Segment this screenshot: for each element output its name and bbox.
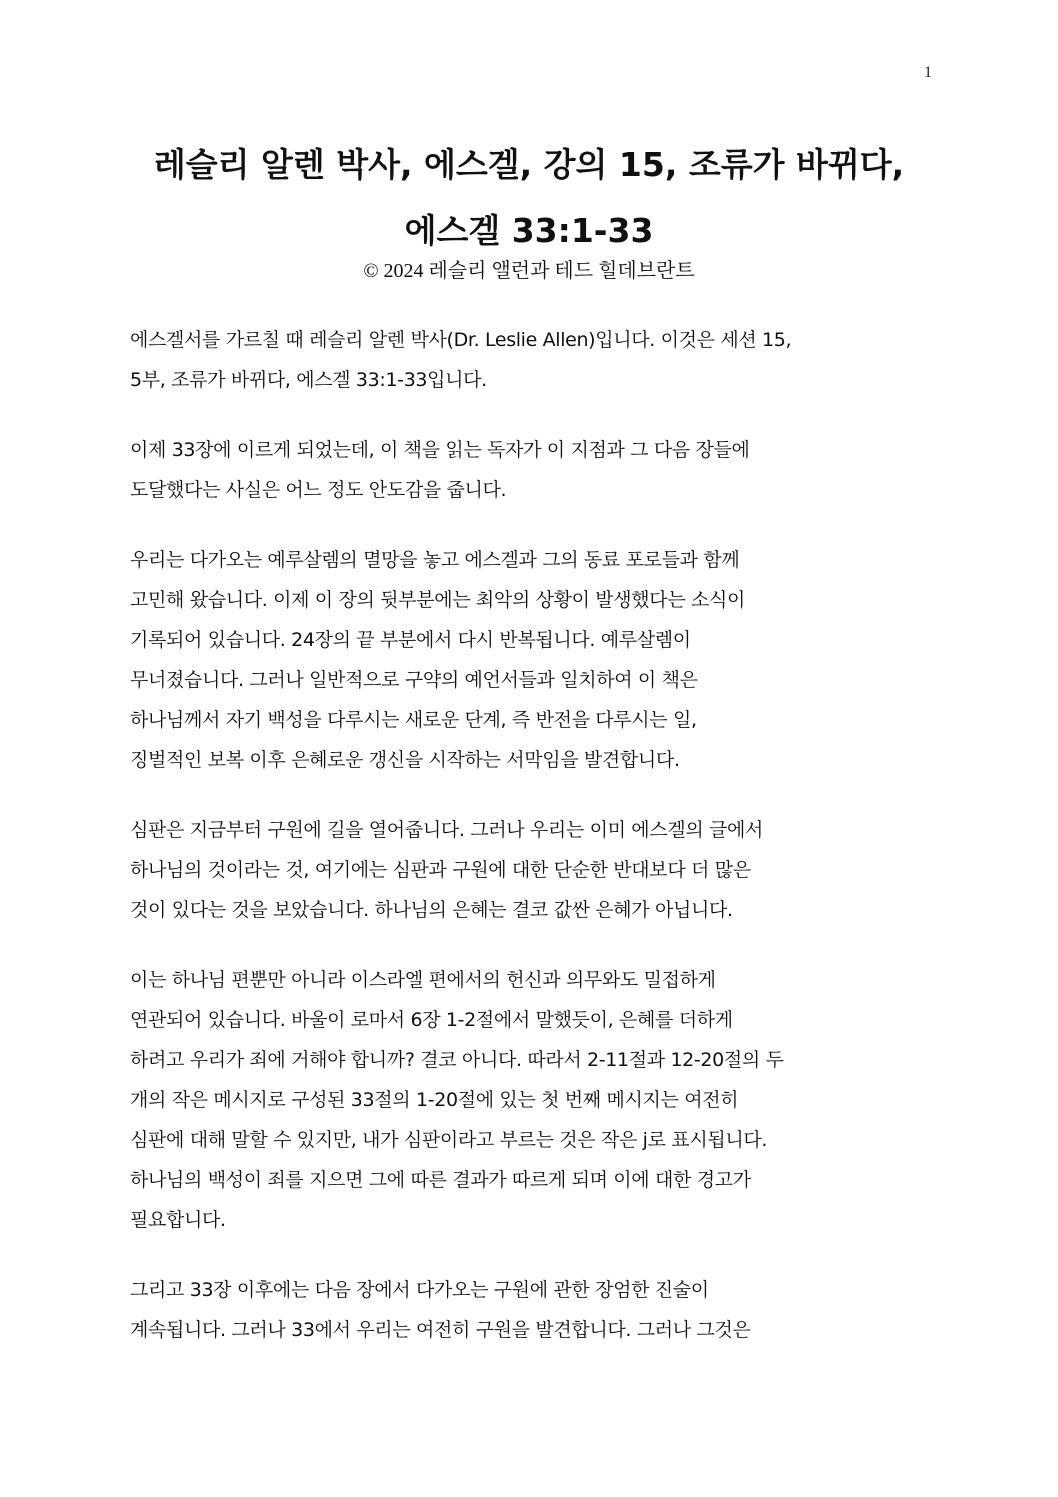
text-line: 이제 33장에 이르게 되었는데, 이 책을 읽는 독자가 이 지점과 그 다음 장들에 [130, 439, 750, 461]
text-line: 5부, 조류가 바뀌다, 에스겔 33:1-33입니다. [130, 369, 487, 391]
text-line: 에스겔서를 가르칠 때 레슬리 알렌 박사(Dr. Leslie Allen)입니다. 이것은 세션 15, [130, 329, 792, 351]
text-line: 기록되어 있습니다. 24장의 끝 부분에서 다시 반복됩니다. 예루살렘이 [130, 629, 691, 651]
text-line: 계속됩니다. 그러나 33에서 우리는 여전히 구원을 발견합니다. 그러나 그것은 [130, 1319, 751, 1341]
copyright-notice: © 2024 레슬리 앨런과 테드 힐데브란트 [363, 260, 695, 282]
paragraph [130, 810, 930, 930]
document-title [100, 132, 958, 264]
text-line: 그리고 33장 이후에는 다음 장에서 다가오는 구원에 관한 장엄한 진술이 [130, 1279, 709, 1301]
paragraph [130, 960, 930, 1240]
text-line: 징벌적인 보복 이후 은혜로운 갱신을 시작하는 서막임을 발견합니다. [130, 749, 680, 771]
text-line: 이는 하나님 편뿐만 아니라 이스라엘 편에서의 헌신과 의무와도 밀접하게 [130, 969, 716, 991]
text-line: 심판에 대해 말할 수 있지만, 내가 심판이라고 부르는 것은 작은 j로 표시됩니다. [130, 1129, 768, 1151]
text-line: 도달했다는 사실은 어느 정도 안도감을 줍니다. [130, 479, 507, 501]
paragraph [130, 540, 930, 780]
text-line: 우리는 다가오는 예루살렘의 멸망을 놓고 에스겔과 그의 동료 포로들과 함께 [130, 549, 740, 571]
paragraph [130, 1270, 930, 1350]
text-line: 개의 작은 메시지로 구성된 33절의 1-20절에 있는 첫 번째 메시지는 여전히 [130, 1089, 739, 1111]
text-line: 심판은 지금부터 구원에 길을 열어줍니다. 그러나 우리는 이미 에스겔의 글에서 [130, 819, 764, 841]
text-line: 하려고 우리가 죄에 거해야 합니까? 결코 아니다. 따라서 2-11절과 12-20절의 두 [130, 1049, 784, 1071]
text-line: 고민해 왔습니다. 이제 이 장의 뒷부분에는 최악의 상황이 발생했다는 소식이 [130, 589, 746, 611]
paragraph [130, 430, 930, 510]
text-line: 것이 있다는 것을 보았습니다. 하나님의 은혜는 결코 값싼 은혜가 아닙니다. [130, 899, 733, 921]
title-line: 에스겔 33:1-33 [404, 211, 654, 250]
paragraph [130, 320, 930, 400]
text-line: 하나님의 백성이 죄를 지으면 그에 따른 결과가 따르게 되며 이에 대한 경고가 [130, 1169, 751, 1191]
body-text [130, 320, 930, 1380]
text-line: 연관되어 있습니다. 바울이 로마서 6장 1-2절에서 말했듯이, 은혜를 더하게 [130, 1009, 733, 1031]
text-line: 무너졌습니다. 그러나 일반적으로 구약의 예언서들과 일치하여 이 책은 [130, 669, 698, 691]
text-line: 필요합니다. [130, 1209, 226, 1231]
text-line: 하나님께서 자기 백성을 다루시는 새로운 단계, 즉 반전을 다루시는 일, [130, 709, 697, 731]
page-number: 1 [924, 64, 932, 81]
title-line: 레슬리 알렌 박사, 에스겔, 강의 15, 조류가 바뀌다, [153, 145, 905, 184]
text-line: 하나님의 것이라는 것, 여기에는 심판과 구원에 대한 단순한 반대보다 더 많은 [130, 859, 751, 881]
